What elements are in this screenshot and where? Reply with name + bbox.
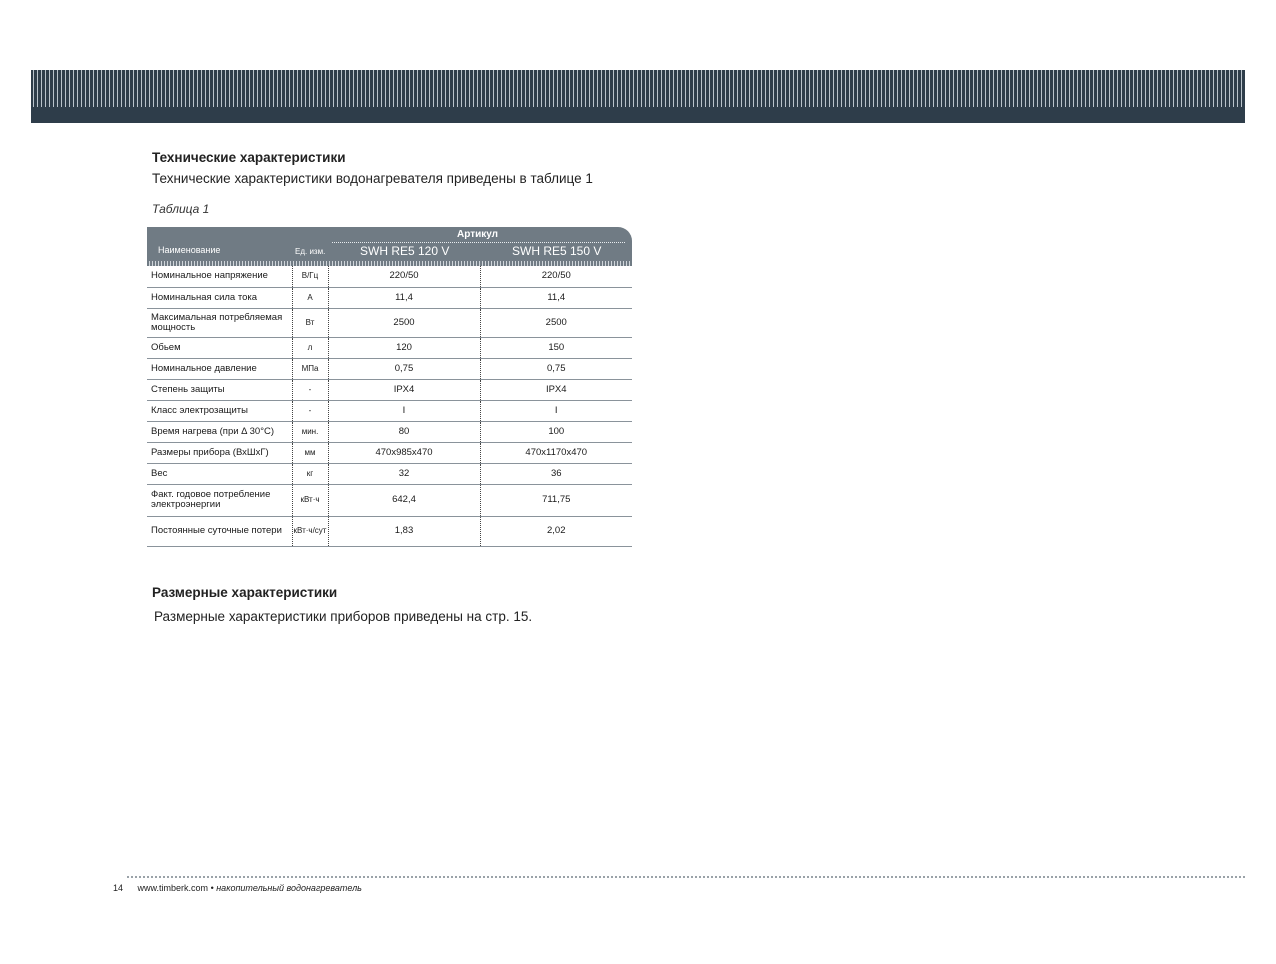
row-value-model-2: 150 (480, 337, 632, 358)
table-caption: Таблица 1 (152, 202, 210, 216)
row-value-model-1: 1,83 (328, 516, 480, 546)
row-name: Вес (147, 463, 292, 484)
dimensions-text: Размерные характеристики приборов приведены на стр. 15. (154, 609, 533, 624)
row-value-model-2: 711,75 (480, 484, 632, 516)
row-unit: кВт·ч/сут (292, 516, 328, 546)
banner-stripes (31, 70, 1245, 107)
row-value-model-1: IPX4 (328, 379, 480, 400)
row-name: Постоянные суточные потери (147, 516, 292, 546)
row-name: Факт. годовое потребление электроэнергии (147, 484, 292, 516)
table-row (147, 266, 632, 287)
row-value-model-2: 11,4 (480, 287, 632, 308)
row-name: Степень защиты (147, 379, 292, 400)
row-value-model-1: 32 (328, 463, 480, 484)
row-unit: - (292, 379, 328, 400)
row-name: Номинальное давление (147, 358, 292, 379)
table-header (147, 227, 632, 261)
header-model-1: SWH RE5 120 V (360, 244, 450, 258)
page-number: 14 (113, 883, 124, 893)
header-divider (332, 242, 625, 243)
row-value-model-2: 2,02 (480, 516, 632, 546)
row-name: Обьем (147, 337, 292, 358)
table-row (147, 516, 632, 546)
row-value-model-2: IPX4 (480, 379, 632, 400)
table-row (147, 442, 632, 463)
row-name: Номинальное напряжение (147, 266, 292, 287)
row-unit: Вт (292, 308, 328, 337)
header-banner (31, 70, 1245, 123)
row-unit: л (292, 337, 328, 358)
footer-site: www.timberk.com (137, 883, 209, 893)
spec-title: Технические характеристики (152, 150, 346, 165)
row-unit: мин. (292, 421, 328, 442)
row-value-model-1: 80 (328, 421, 480, 442)
dimensions-title: Размерные характеристики (152, 585, 338, 600)
row-unit: МПа (292, 358, 328, 379)
row-name: Номинальная сила тока (147, 287, 292, 308)
row-name: Максимальная потребляемая мощность (147, 308, 292, 337)
row-value-model-2: 220/50 (480, 266, 632, 287)
header-name: Наименование (158, 245, 221, 255)
row-unit: мм (292, 442, 328, 463)
row-value-model-1: I (328, 400, 480, 421)
row-value-model-1: 642,4 (328, 484, 480, 516)
row-unit: кВт·ч (292, 484, 328, 516)
spec-table-body (147, 266, 632, 547)
row-value-model-1: 470х985х470 (328, 442, 480, 463)
row-name: Время нагрева (при Δ 30°C) (147, 421, 292, 442)
footer-description: накопительный водонагреватель (216, 883, 362, 893)
table-row (147, 358, 632, 379)
footer-divider (127, 876, 1245, 878)
table-row (147, 400, 632, 421)
row-value-model-2: 36 (480, 463, 632, 484)
header-model-2: SWH RE5 150 V (512, 244, 602, 258)
header-article: Артикул (457, 229, 499, 240)
row-name: Класс электрозащиты (147, 400, 292, 421)
row-value-model-2: 100 (480, 421, 632, 442)
spec-table (147, 227, 632, 547)
row-value-model-1: 2500 (328, 308, 480, 337)
header-unit: Ед. изм. (295, 247, 326, 256)
row-value-model-1: 220/50 (328, 266, 480, 287)
row-unit: В/Гц (292, 266, 328, 287)
table-row (147, 287, 632, 308)
table-row (147, 337, 632, 358)
row-value-model-1: 0,75 (328, 358, 480, 379)
footer (113, 883, 362, 893)
table-row (147, 463, 632, 484)
footer-separator: • (210, 883, 214, 893)
spec-intro: Технические характеристики водонагревателя приведены в таблице 1 (152, 171, 593, 186)
table-row (147, 484, 632, 516)
row-unit: А (292, 287, 328, 308)
row-value-model-1: 11,4 (328, 287, 480, 308)
table-row (147, 308, 632, 337)
row-value-model-2: 2500 (480, 308, 632, 337)
row-value-model-2: 0,75 (480, 358, 632, 379)
row-value-model-2: I (480, 400, 632, 421)
row-value-model-2: 470х1170х470 (480, 442, 632, 463)
row-name: Размеры прибора (ВхШхГ) (147, 442, 292, 463)
table-row (147, 379, 632, 400)
row-value-model-1: 120 (328, 337, 480, 358)
row-unit: кг (292, 463, 328, 484)
table-row (147, 421, 632, 442)
row-unit: - (292, 400, 328, 421)
